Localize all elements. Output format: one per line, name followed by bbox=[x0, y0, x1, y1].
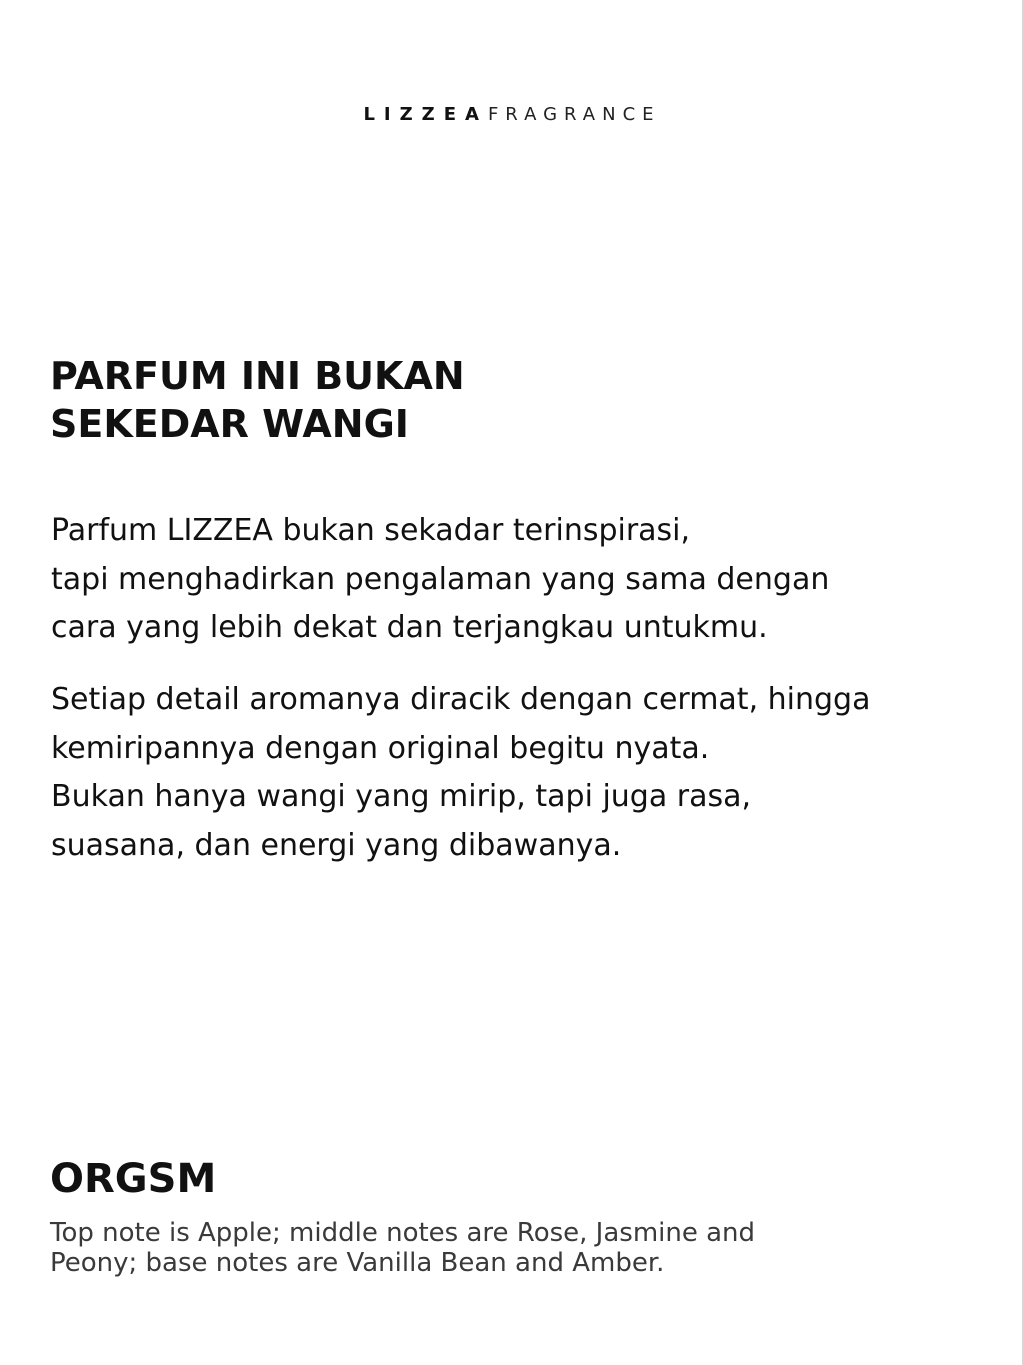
paragraph-2-line-1: Setiap detail aromanya diracik dengan cermat, hingga bbox=[51, 682, 871, 717]
notes-line-1: Top note is Apple; middle notes are Rose, Jasmine and bbox=[50, 1218, 756, 1248]
page-headline bbox=[50, 352, 750, 448]
fragrance-notes bbox=[50, 1218, 950, 1278]
paragraph-2-line-3: Bukan hanya wangi yang mirip, tapi juga rasa, bbox=[51, 779, 752, 814]
brand-name: LIZZEA bbox=[363, 104, 488, 125]
paragraph-2-line-4: suasana, dan energi yang dibawanya. bbox=[51, 827, 622, 863]
headline-line-1: PARFUM INI BUKAN bbox=[50, 354, 465, 398]
brand-logo bbox=[0, 104, 1024, 126]
paragraph-1-line-2: tapi menghadirkan pengalaman yang sama dengan bbox=[51, 561, 830, 597]
notes-line-2: Peony; base notes are Vanilla Bean and Amber. bbox=[50, 1248, 665, 1278]
brand-subtitle: FRAGRANCE bbox=[487, 104, 661, 125]
product-name: ORGSM bbox=[50, 1156, 217, 1202]
body-paragraph-2 bbox=[51, 676, 991, 870]
headline-line-2: SEKEDAR WANGI bbox=[50, 402, 409, 446]
paragraph-1-line-1: Parfum LIZZEA bukan sekadar terinspirasi, bbox=[51, 513, 691, 548]
paragraph-2-line-2: kemiripannya dengan original begitu nyata. bbox=[51, 730, 710, 766]
body-paragraph-1 bbox=[51, 507, 991, 653]
paragraph-1-line-3: cara yang lebih dekat dan terjangkau untukmu. bbox=[51, 610, 768, 645]
